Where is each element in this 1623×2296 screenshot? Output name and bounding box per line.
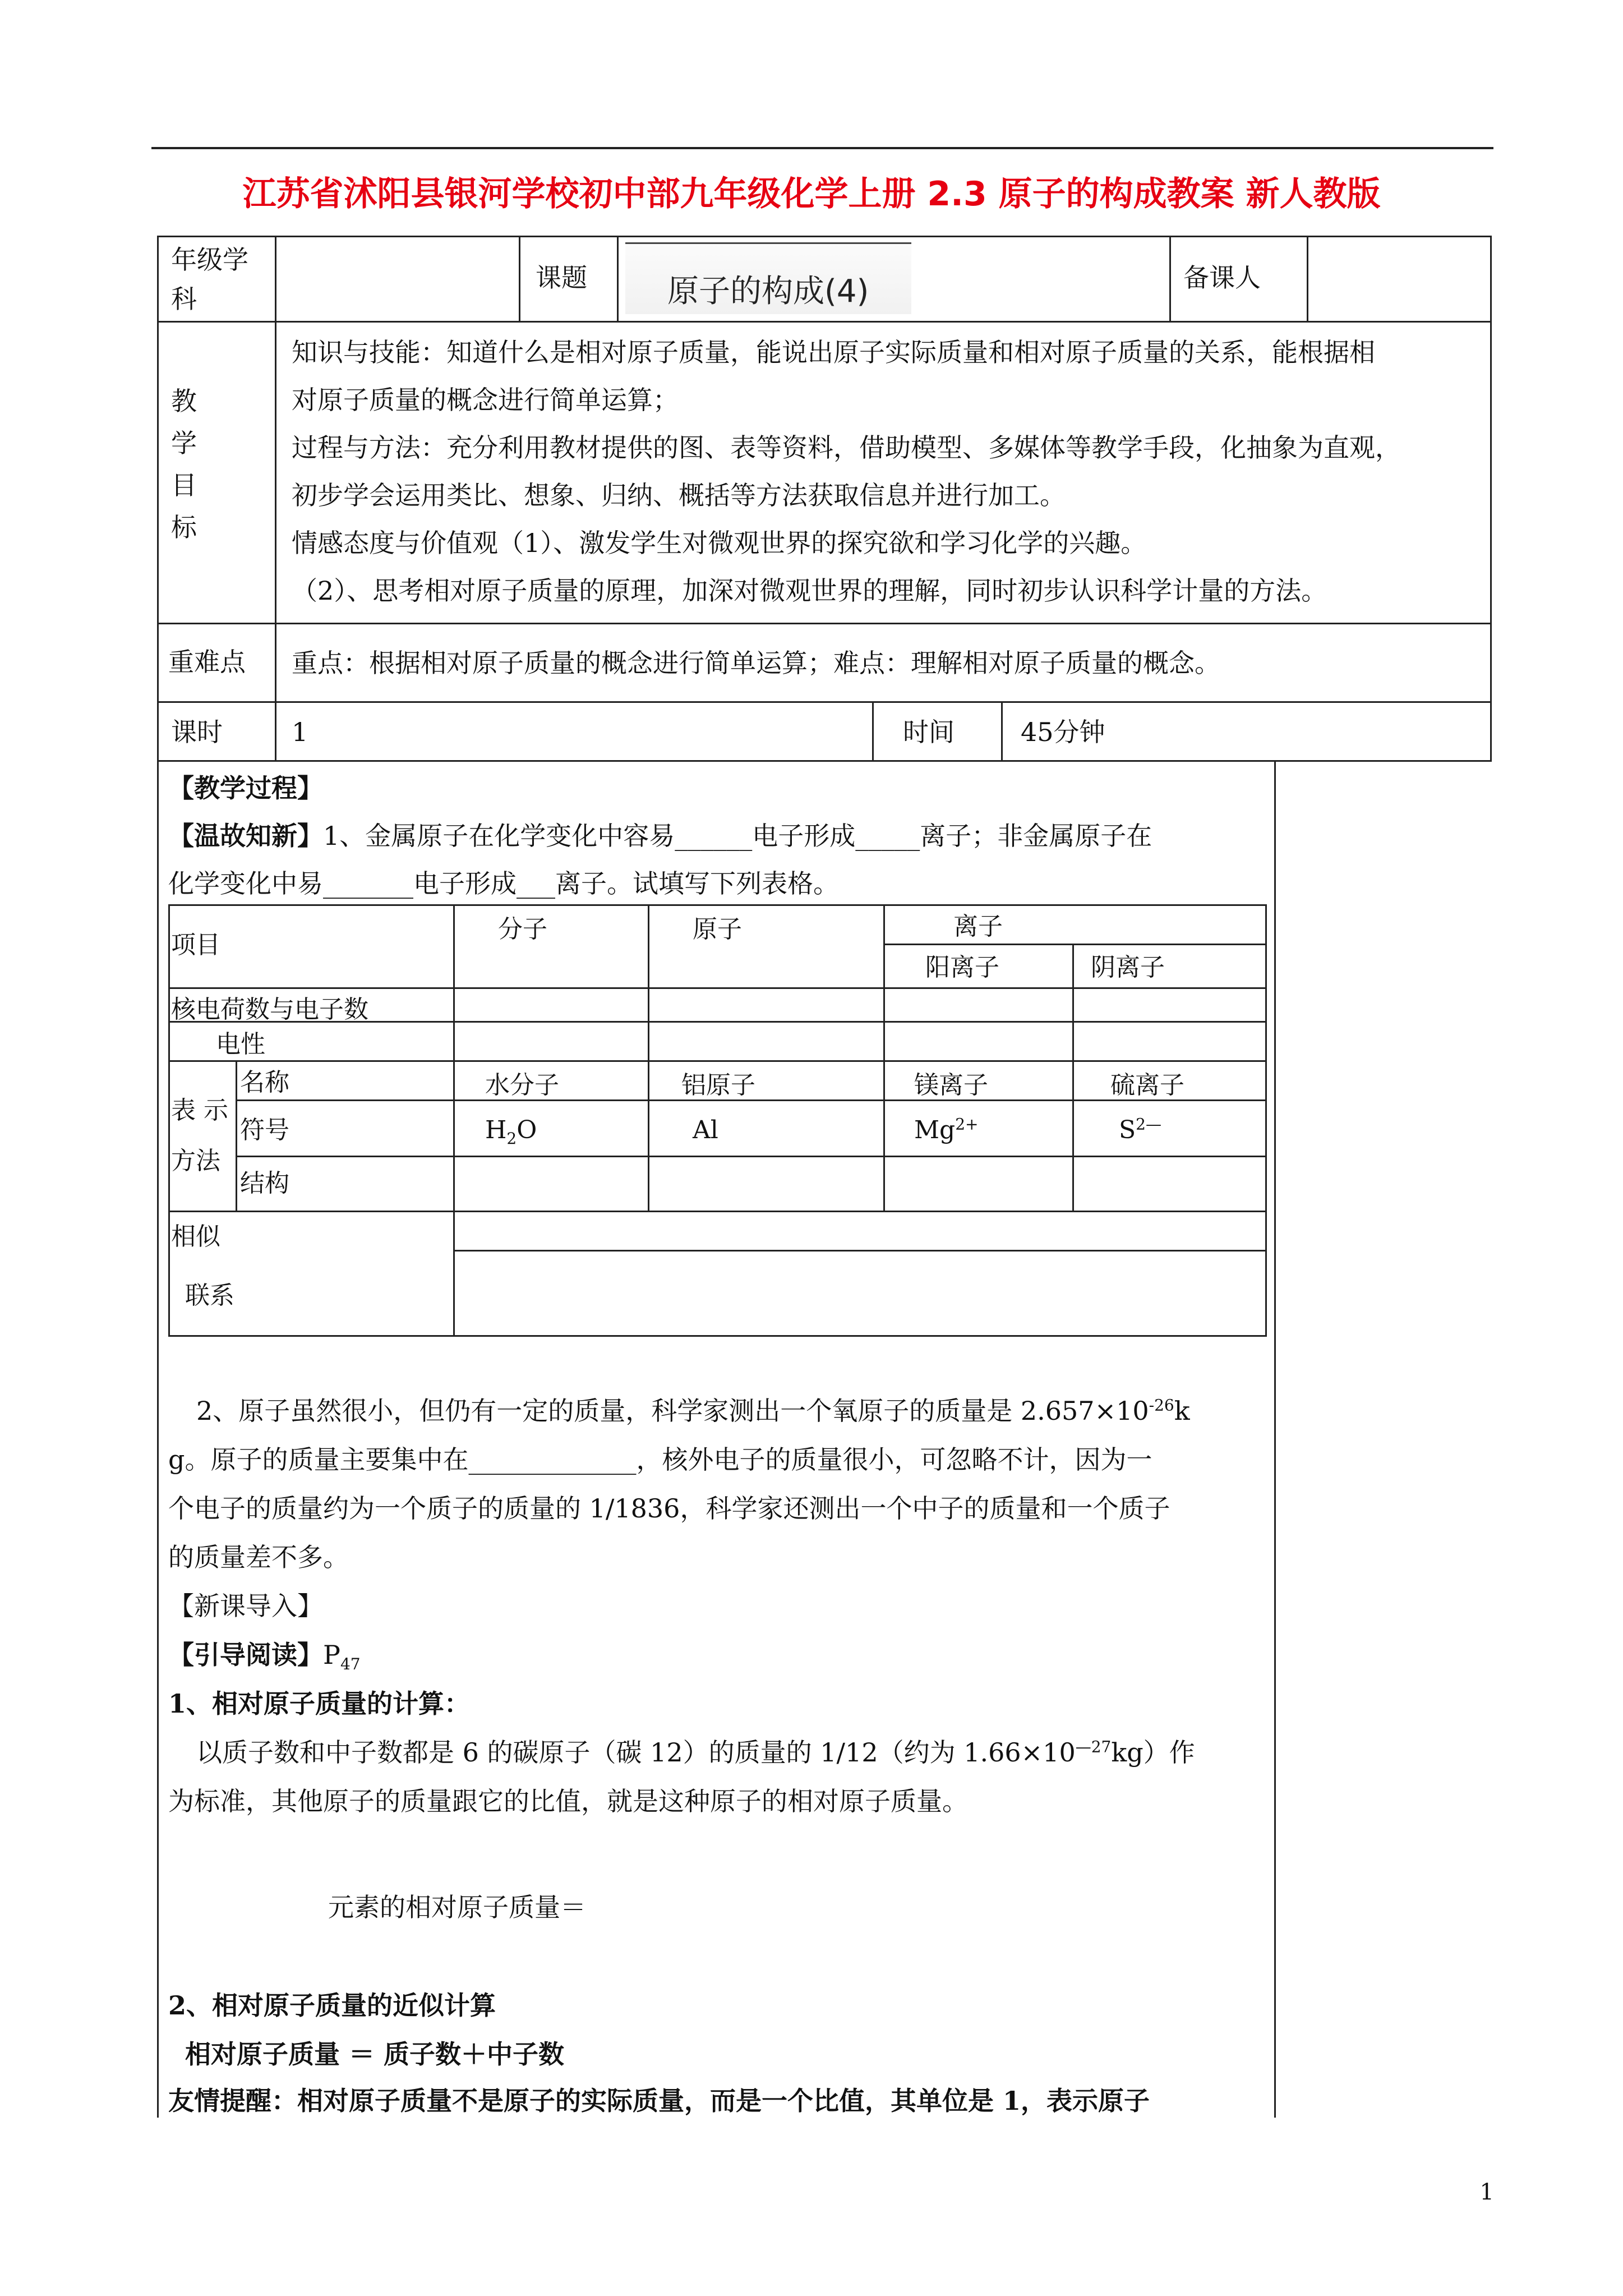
grade-subject-label: 年级学科 <box>171 245 248 314</box>
table-border <box>157 760 1492 762</box>
cell-electrical: 电性 <box>216 1030 265 1059</box>
objectives-label-char: 学 <box>171 428 197 458</box>
table-border <box>872 701 874 760</box>
review-line <box>168 819 1152 853</box>
cell-charge-count: 核电荷数与电子数 <box>171 995 368 1024</box>
inner-table-border <box>168 987 1266 989</box>
cell-relation: 联系 <box>185 1281 234 1310</box>
cell-structure: 结构 <box>240 1169 289 1198</box>
table-border <box>157 321 1492 323</box>
table-border <box>617 236 619 321</box>
table-border <box>1307 236 1308 321</box>
inner-table-border <box>883 944 1266 945</box>
cell-ion: 离子 <box>953 912 1003 941</box>
inner-table-border <box>648 904 649 1211</box>
objective-line: 知识与技能：知道什么是相对原子质量，能说出原子实际质量和相对原子质量的关系，能根据相 <box>292 337 1375 367</box>
table-border <box>1274 760 1276 2118</box>
inner-table-border <box>453 1250 1266 1251</box>
preparer-label: 备课人 <box>1183 263 1261 293</box>
inner-table-border <box>168 904 1266 906</box>
objective-line: 对原子质量的概念进行简单运算； <box>292 385 679 415</box>
cell-aluminium-atom: 铝原子 <box>681 1071 755 1099</box>
table-border <box>157 701 1492 703</box>
key-points-label: 重难点 <box>168 647 246 677</box>
q2-line: 的质量差不多。 <box>168 1542 349 1572</box>
topic-label: 课题 <box>536 263 587 293</box>
inner-table-border <box>883 904 885 1211</box>
objective-line: 情感态度与价值观（1）、激发学生对微观世界的探究欲和学习化学的兴趣。 <box>292 528 1147 558</box>
time-value: 45分钟 <box>1021 717 1105 747</box>
objectives-label-char: 标 <box>171 512 197 542</box>
cell-water-molecule: 水分子 <box>485 1071 559 1099</box>
table-border <box>1490 236 1492 761</box>
cell-item: 项目 <box>171 931 220 959</box>
section-2-formula: 相对原子质量 ＝ 质子数＋中子数 <box>185 2039 565 2069</box>
objectives-label-char: 目 <box>171 470 197 500</box>
section-1-line: 以质子数和中子数都是 6 的碳原子（碳 12）的质量的 1/12（约为 $1.66\times 10^{—27}kg$）作 <box>196 1737 1195 1768</box>
section-2-title: 2、相对原子质量的近似计算 <box>168 1990 496 2021</box>
guided-reading: 【引导阅读】$P_{47}$ <box>168 1640 361 1674</box>
symbol-mg: $Mg^{2+}$ <box>914 1115 979 1144</box>
inner-table-border <box>1265 904 1267 1337</box>
inner-table-border <box>1072 944 1074 1211</box>
table-border <box>1001 701 1003 760</box>
table-border <box>519 236 520 321</box>
cell-cation: 阳离子 <box>925 953 999 982</box>
new-lesson-heading: 【新课导入】 <box>168 1591 323 1621</box>
cell-anion: 阴离子 <box>1091 953 1165 982</box>
cell-representation: 表 示 <box>171 1096 228 1125</box>
inner-table-border <box>453 904 455 1337</box>
inner-table-border <box>168 904 170 1337</box>
table-border <box>157 623 1492 624</box>
page-title: 江苏省沭阳县银河学校初中部九年级化学上册 2.3 原子的构成教案 新人教版 <box>242 174 1381 214</box>
inner-table-border <box>168 1060 1266 1062</box>
inner-table-border <box>168 1335 1266 1337</box>
symbol-h2o: $H_2O$ <box>485 1116 537 1148</box>
inner-table-border <box>236 1060 237 1211</box>
cell-magnesium-ion: 镁离子 <box>914 1071 988 1099</box>
process-heading: 【教学过程】 <box>168 773 323 803</box>
review-label: 【温故知新】 <box>168 821 323 851</box>
q2-line: g。原子的质量主要集中在_____________，核外电子的质量很小，可忽略不计，因为一 <box>168 1444 1152 1475</box>
objective-line: 过程与方法：充分利用教材提供的图、表等资料，借助模型、多媒体等教学手段，化抽象为直观， <box>292 432 1401 463</box>
table-border <box>275 321 276 761</box>
inner-table-border <box>236 1156 1266 1157</box>
cell-similar: 相似 <box>171 1222 220 1251</box>
time-label: 时间 <box>903 717 955 747</box>
symbol-al: Al <box>693 1116 718 1144</box>
table-border <box>157 236 1492 237</box>
inner-table-border <box>168 1211 1266 1212</box>
section-1-line: 为标准，其他原子的质量跟它的比值，就是这种原子的相对原子质量。 <box>168 1786 968 1816</box>
topic-value: 原子的构成(4) <box>667 273 869 310</box>
cell-atom: 原子 <box>693 915 742 944</box>
section-1-title: 1、相对原子质量的计算： <box>168 1688 471 1719</box>
cell-name: 名称 <box>240 1068 289 1097</box>
key-points-text: 重点：根据相对原子质量的概念进行简单运算；难点：理解相对原子质量的概念。 <box>292 648 1220 678</box>
formula-text: 元素的相对原子质量＝ <box>328 1892 586 1922</box>
hours-label: 课时 <box>171 717 223 747</box>
review-line-2: 化学变化中易_______电子形成___离子。试填写下列表格。 <box>168 868 839 899</box>
hours-value: 1 <box>292 717 308 747</box>
reminder-text: 友情提醒：相对原子质量不是原子的实际质量，而是一个比值，其单位是 1，表示原子 <box>168 2086 1150 2116</box>
header-rule <box>151 147 1493 149</box>
q2-line: 2、原子虽然很小，但仍有一定的质量，科学家测出一个氧原子的质量是 $2.657\times 10^{-26}k$ <box>196 1396 1190 1426</box>
table-border <box>275 236 276 321</box>
table-border <box>1169 236 1171 321</box>
objectives-label-char: 教 <box>171 386 197 416</box>
cell-symbol: 符号 <box>240 1116 289 1144</box>
cell-sulfide-ion: 硫离子 <box>1110 1071 1184 1099</box>
q2-line: 个电子的质量约为一个质子的质量的 1/1836，科学家还测出一个中子的质量和一个质子 <box>168 1493 1170 1524</box>
review-text: 1、金属原子在化学变化中容易______电子形成_____离子；非金属原子在 <box>323 821 1152 851</box>
table-border <box>157 236 159 2118</box>
symbol-s: $S^{2—}$ <box>1119 1115 1161 1144</box>
cell-molecule: 分子 <box>498 915 547 944</box>
objective-line: 初步学会运用类比、想象、归纳、概括等方法获取信息并进行加工。 <box>292 480 1066 510</box>
page-number: 1 <box>1479 2179 1494 2205</box>
objective-line: （2）、思考相对原子质量的原理，加深对微观世界的理解，同时初步认识科学计量的方法。 <box>292 576 1327 606</box>
cell-representation-2: 方法 <box>171 1147 220 1175</box>
